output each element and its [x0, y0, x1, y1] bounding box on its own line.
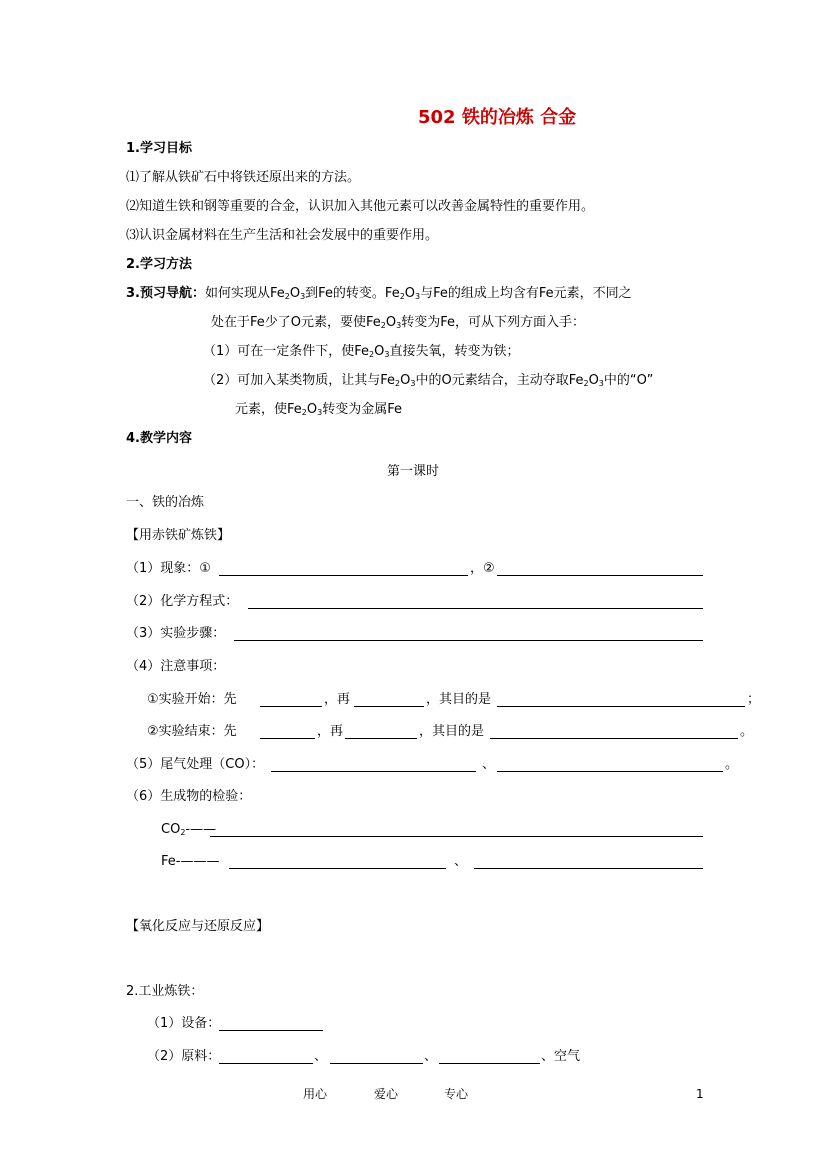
heading-teaching-content: 4.教学内容	[126, 431, 192, 446]
answer-blank-phenomenon-1[interactable]	[219, 575, 468, 576]
question-tail-gas: （5）尾气处理（CO）：	[126, 757, 265, 772]
preview-line-4: （2）可加入某类物质，让其与$Fe_2O_3$中的O元素结合，主动夺取$Fe_2O_3$中的“O”	[203, 373, 654, 388]
raw-separator-2: 、	[424, 1049, 438, 1064]
question-raw-materials: （2）原料：	[147, 1049, 221, 1064]
goal-item-3: ⑶认识金属材料在生产生活和社会发展中的重要作用。	[126, 228, 439, 243]
note-end-end: 。	[740, 724, 754, 739]
answer-blank-equation[interactable]	[248, 608, 703, 609]
preview-line-3: （1）可在一定条件下，使$Fe_2O_3$直接失氧，转变为铁；	[203, 344, 520, 359]
part-heading-iron-smelting: 一、铁的冶炼	[126, 495, 205, 510]
note-start-label: ①实验开始：先	[147, 692, 237, 707]
answer-blank-fe-test-2[interactable]	[474, 868, 703, 869]
note-end-purpose: ，其目的是	[419, 724, 485, 739]
answer-blank-raw-1[interactable]	[219, 1063, 313, 1064]
tail-gas-end: 。	[725, 757, 739, 772]
preview-line-2: 处在于Fe少了O元素，要使$Fe_2O_3$转变为Fe，可从下列方面入手：	[211, 315, 585, 330]
heading-preview: 3.预习导航：	[126, 286, 205, 301]
question-phenomenon: （1）现象：①	[126, 561, 211, 576]
answer-blank-start-first[interactable]	[260, 706, 322, 707]
page-title: 502 铁的冶炼 合金	[418, 107, 577, 128]
answer-blank-phenomenon-2[interactable]	[497, 575, 703, 576]
footer-motto-2: 爱心	[374, 1087, 399, 1101]
preview-line-1: 3.预习导航：如何实现从$Fe_2O_3$到Fe的转变。$Fe_2O_3$与Fe的组成上均含有Fe元素，不同之	[126, 286, 632, 301]
note-end-label: ②实验结束：先	[147, 724, 237, 739]
answer-blank-end-then[interactable]	[345, 738, 417, 739]
lesson-label: 第一课时	[387, 464, 440, 479]
question-equipment: （1）设备：	[147, 1016, 221, 1031]
note-start-end: ；	[747, 692, 761, 707]
question-steps: （3）实验步骤：	[126, 626, 226, 641]
goal-item-2: ⑵知道生铁和钢等重要的合金，认识加入其他元素可以改善金属特性的重要作用。	[126, 199, 595, 214]
answer-blank-steps[interactable]	[234, 640, 703, 641]
answer-blank-raw-3[interactable]	[439, 1063, 540, 1064]
preview-line-5: 元素，使$Fe_2O_3$转变为金属Fe	[235, 402, 402, 417]
question-product-test: （6）生成物的检验：	[126, 789, 252, 804]
bracket-heading-hematite: 【用赤铁矿炼铁】	[126, 528, 231, 543]
answer-blank-fe-test-1[interactable]	[229, 868, 446, 869]
raw-separator-3: 、空气	[541, 1049, 581, 1064]
note-end-then: ，再	[317, 724, 344, 739]
heading-learning-method: 2.学习方法	[126, 257, 192, 272]
footer-motto-1: 用心	[303, 1087, 328, 1101]
answer-blank-raw-2[interactable]	[330, 1063, 423, 1064]
note-start-then: ，再	[324, 692, 351, 707]
goal-item-1: ⑴了解从铁矿石中将铁还原出来的方法。	[126, 170, 361, 185]
bracket-heading-redox: 【氧化反应与还原反应】	[126, 919, 270, 934]
heading-learning-goals: 1.学习目标	[126, 141, 192, 156]
answer-blank-end-purpose[interactable]	[490, 738, 738, 739]
fe-test-separator: 、	[454, 854, 468, 869]
answer-blank-end-first[interactable]	[260, 738, 315, 739]
co2-test-label: $CO_2-——$	[161, 822, 217, 837]
tail-gas-separator: 、	[482, 757, 496, 772]
answer-blank-start-purpose[interactable]	[497, 706, 745, 707]
answer-blank-tail-gas-1[interactable]	[271, 771, 476, 772]
raw-separator-1: 、	[314, 1049, 328, 1064]
question-phenomenon-2: ，②	[470, 561, 495, 576]
page-number: 1	[696, 1087, 704, 1101]
note-start-purpose: ，其目的是	[426, 692, 492, 707]
question-notes: （4）注意事项：	[126, 659, 226, 674]
question-equation: （2）化学方程式：	[126, 594, 239, 609]
answer-blank-tail-gas-2[interactable]	[497, 771, 723, 772]
heading-industrial-smelting: 2.工业炼铁：	[126, 984, 204, 999]
fe-test-label: Fe-———	[161, 854, 220, 869]
answer-blank-equipment[interactable]	[219, 1030, 323, 1031]
answer-blank-co2-test[interactable]	[210, 836, 703, 837]
answer-blank-start-then[interactable]	[354, 706, 424, 707]
footer-motto-3: 专心	[444, 1087, 469, 1101]
